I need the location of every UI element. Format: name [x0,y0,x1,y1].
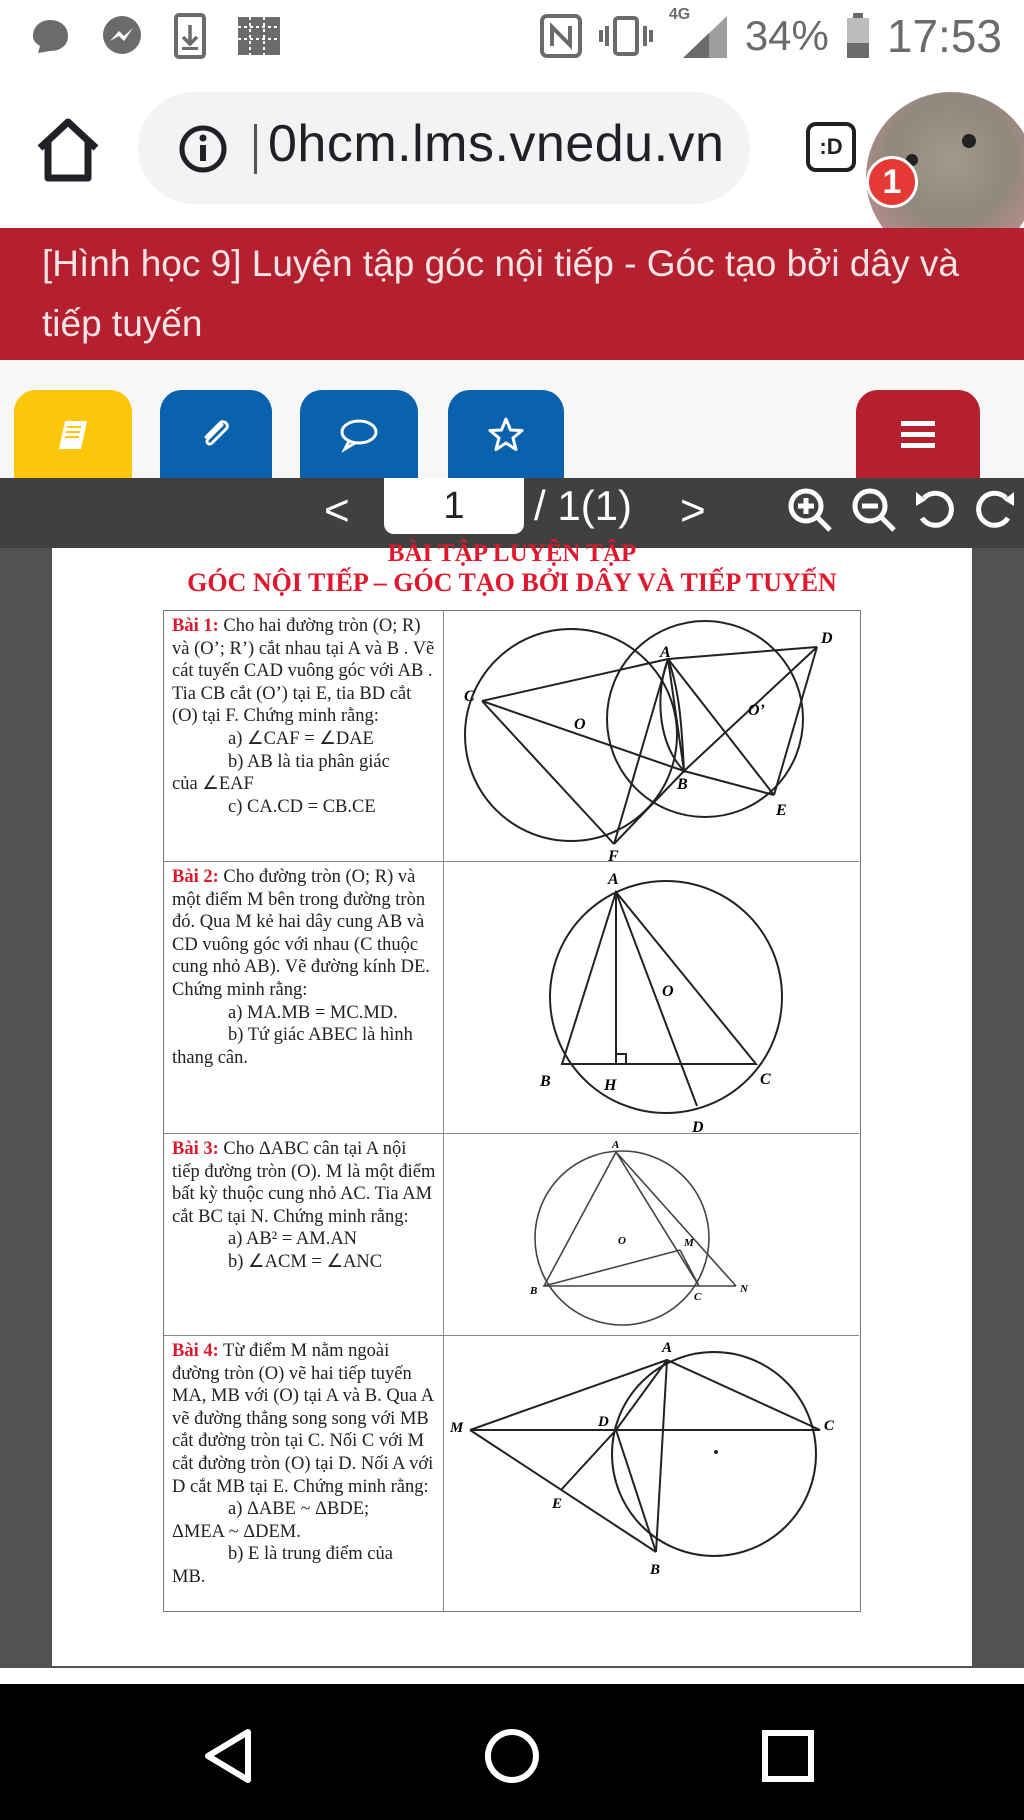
cursor [254,124,257,174]
exercise-1-text [164,611,444,861]
label-f: F [608,848,619,861]
course-title-bar [0,228,1024,360]
url-bar[interactable] [138,92,750,204]
chat-bubble-icon [30,16,70,56]
status-bar [0,0,1024,72]
label-c: C [760,1071,771,1088]
exercise-1-label: Bài 1: [172,616,219,636]
recents-icon[interactable] [760,1728,816,1784]
exercise-1-c: c) CA.CD = CB.CE [228,796,376,817]
label-b: B [530,1285,538,1297]
pdf-navigation [0,478,1024,548]
next-page-button[interactable]: > [680,486,706,535]
exercise-row-3 [164,1133,859,1336]
doc-subheading: GÓC NỘI TIẾP – GÓC TẠO BỞI DÂY VÀ TIẾP TUYẾN [187,568,837,597]
exercise-4-a: a) ΔABE ~ ΔBDE; [228,1499,370,1520]
exercise-3-figure [444,1134,859,1336]
pdf-viewer[interactable] [0,540,1024,1668]
label-d: D [821,630,833,647]
label-e: E [552,1496,563,1512]
label-d: D [598,1414,609,1430]
exercise-3-b: b) ∠ACM = ∠ANC [228,1251,383,1272]
signal-icon [668,6,729,60]
figure-isosceles-triangle [444,1134,859,1336]
rotate-left-icon[interactable] [912,486,960,534]
label-o-prime: O’ [748,702,765,719]
home-icon[interactable] [34,116,102,184]
book-button[interactable] [14,390,132,480]
label-a: A [608,871,619,888]
exercise-1-body: Cho hai đường tròn (O; R) và (O’; R’) cắt nhau tại A và B . Vẽ cát tuyến CAD vuông góc với AB . Tia CB cắt (O’) tại E, tia BD cắt (O) tại F. Chứng minh rằng: [172,616,435,727]
hamburger-icon [899,419,937,451]
label-a: A [662,1340,673,1356]
label-c: C [464,688,475,705]
battery-percent: 34% [744,12,829,59]
label-c: C [694,1291,702,1303]
pdf-page [52,540,972,1666]
figure-two-circles [444,611,859,861]
network-type: 4G [668,6,691,23]
messenger-icon [100,14,144,58]
doc-heading: BÀI TẬP LUYỆN TẬP [387,540,637,567]
url-text[interactable]: 0hcm.lms.vnedu.vn [268,115,725,173]
exercise-1-figure [444,611,859,861]
exercise-1-b2: của ∠EAF [172,774,254,795]
zoom-in-icon[interactable] [786,486,834,534]
label-b: B [650,1562,661,1578]
image-icon [236,13,282,59]
page-count: / 1(1) [534,482,633,529]
star-icon [487,416,525,454]
book-icon [55,417,91,453]
label-c: C [824,1418,835,1434]
label-h: H [604,1077,617,1094]
label-b: B [540,1073,551,1090]
attachment-button[interactable] [160,390,272,480]
clock: 17:53 [886,10,1002,62]
exercise-4-a2: ΔMEA ~ ΔDEM. [172,1521,301,1542]
exercise-4-text [164,1336,444,1612]
exercise-4-figure [444,1336,859,1612]
menu-button[interactable] [856,390,980,480]
label-o: O [662,983,674,1000]
exercise-2-body: Cho đường tròn (O; R) và một điểm M bên trong đường tròn đó. Qua M kẻ hai dây cung AB và CD vuông góc với nhau (C thuộc cung nhỏ AB). Vẽ đường kính DE. Chứng minh rằng: [172,867,430,1000]
exercise-2-text [164,862,444,1134]
exercise-4-label: Bài 4: [172,1341,219,1361]
label-m: M [450,1420,464,1436]
comment-button[interactable] [300,390,418,480]
figure-tangent-lines [444,1336,859,1612]
home-nav-icon[interactable] [484,1728,540,1784]
browser-toolbar [0,72,1024,228]
exercise-table [163,610,861,1612]
exercise-1-b: b) AB là tia phân giác [228,751,390,772]
label-m: M [684,1237,694,1249]
vibrate-icon [599,14,653,58]
notification-badge: 1 [866,156,918,208]
tab-switcher-button[interactable]: :D [806,122,856,172]
label-b: B [677,776,688,793]
exercise-row-1 [164,611,859,861]
exercise-4-b: b) E là trung điểm của [228,1544,393,1565]
exercise-2-b: b) Tứ giác ABEC là hình [228,1025,413,1046]
favorite-button[interactable] [448,390,564,480]
label-a: A [660,644,671,661]
system-navigation-bar [0,1684,1024,1820]
exercise-2-b2: thang cân. [172,1047,249,1068]
exercise-1-a: a) ∠CAF = ∠DAE [228,728,374,749]
exercise-row-4 [164,1335,859,1612]
course-title: [Hình học 9] Luyện tập góc nội tiếp - Góc tạo bởi dây và tiếp tuyến [42,243,959,344]
label-o: O [618,1235,626,1247]
exercise-4-body: Từ điểm M nằm ngoài đường tròn (O) vẽ hai tiếp tuyến MA, MB với (O) tại A và B. Qua A vẽ đường thẳng song song với MB cắt đường tròn tại C. Nối C với M cắt đường tròn (O) tại D. Nối A với D cắt MB tại E. Chứng minh rằng: [172,1341,434,1497]
exercise-2-figure [444,862,859,1134]
exercise-4-b2: MB. [172,1566,206,1587]
exercise-3-text [164,1134,444,1336]
exercise-3-body: Cho ΔABC cân tại A nội tiếp đường tròn (O). M là một điểm bất kỳ thuộc cung nhỏ AC. Tia AM cắt BC tại N. Chứng minh rằng: [172,1139,436,1227]
label-d: D [692,1119,704,1134]
nfc-icon [539,13,583,59]
viewer-bottom-gap [0,1668,1024,1684]
lesson-toolbar [0,360,1024,478]
zoom-out-icon[interactable] [850,486,898,534]
label-a: A [612,1139,620,1151]
battery-icon [845,13,871,59]
exercise-3-label: Bài 3: [172,1139,219,1159]
page-number-input[interactable]: 1 [384,478,524,534]
back-icon[interactable] [200,1728,256,1784]
exercise-3-a: a) AB² = AM.AN [228,1229,358,1250]
paperclip-icon [198,417,234,453]
comment-icon [339,417,379,453]
figure-inscribed-quadrilateral [444,862,859,1134]
label-o: O [574,716,586,733]
rotate-right-icon[interactable] [970,486,1018,534]
exercise-2-label: Bài 2: [172,867,219,887]
exercise-row-2 [164,861,859,1134]
info-icon[interactable] [178,124,228,174]
label-n: N [740,1283,748,1295]
exercise-2-a: a) MA.MB = MC.MD. [228,1002,398,1023]
label-e: E [776,802,787,819]
prev-page-button[interactable]: < [324,486,350,535]
download-file-icon [174,13,206,59]
